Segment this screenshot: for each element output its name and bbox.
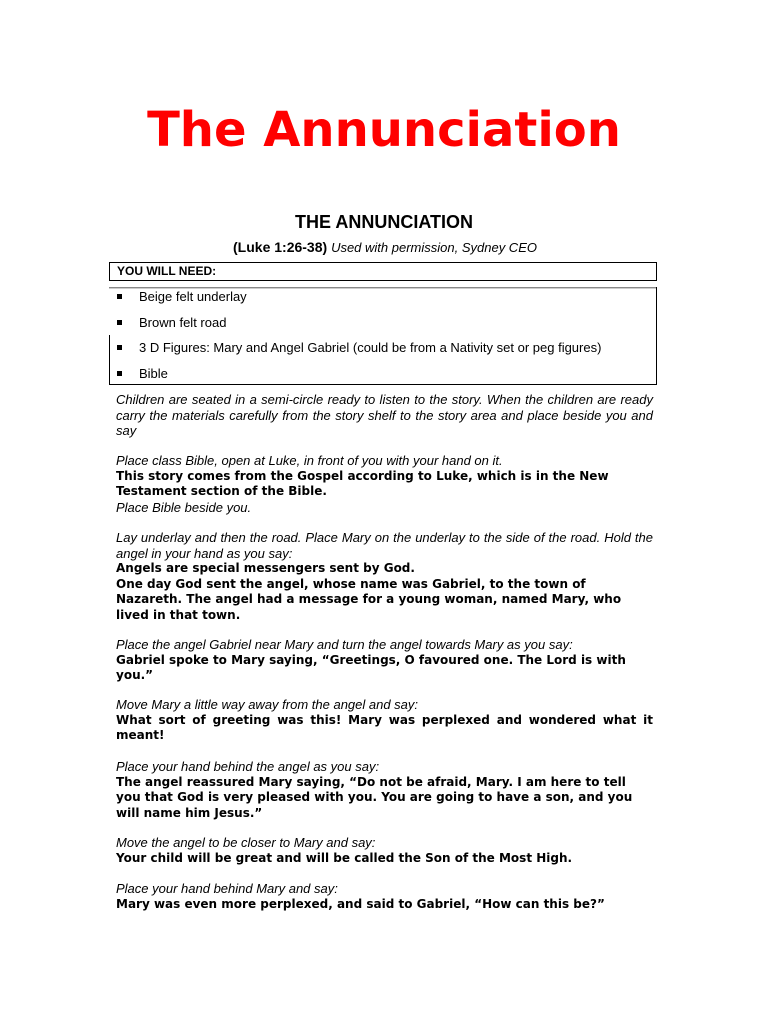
scripture-reference-line: [0, 238, 768, 257]
narration-text: Mary was even more perplexed, and said to Gabriel, “How can this be?”: [116, 896, 605, 911]
story-step-2: [116, 530, 653, 623]
narration-text: The angel reassured Mary saying, “Do not be afraid, Mary. I am here to tell you that God is very pleased with you. You are going to have a son, and you will name him Jesus.”: [116, 774, 633, 820]
instruction-text: Place class Bible, open at Luke, in front of you with your hand on it.: [116, 453, 503, 468]
square-bullet-icon: [117, 371, 122, 376]
story-step-3: [116, 637, 653, 684]
narration-text: Your child will be great and will be called the Son of the Most High.: [116, 850, 573, 865]
you-will-need-header: YOU WILL NEED:: [109, 262, 657, 281]
story-step-4: [116, 697, 653, 744]
instruction-text: Place the angel Gabriel near Mary and turn the angel towards Mary as you say:: [116, 637, 573, 652]
story-step-5: [116, 759, 653, 821]
story-step-6: [116, 835, 653, 866]
instruction-text: Move the angel to be closer to Mary and say:: [116, 835, 376, 850]
narration-text: This story comes from the Gospel according to Luke, which is in the New Testament section of the Bible.: [116, 468, 609, 498]
list-item: Beige felt underlay: [109, 287, 649, 307]
square-bullet-icon: [117, 345, 122, 350]
document-title: The Annunciation: [147, 102, 621, 158]
instruction-text: Place your hand behind Mary and say:: [116, 881, 338, 896]
story-step-7: [116, 881, 653, 912]
narration-text: Angels are special messengers sent by God.: [116, 561, 415, 575]
instruction-text: Place your hand behind the angel as you say:: [116, 759, 380, 774]
list-item: Brown felt road: [109, 313, 649, 333]
intro-paragraph: Children are seated in a semi-circle ready to listen to the story. When the children are ready carry the materials carefully from the story shelf to the story area and place beside you and say: [116, 392, 653, 438]
narration-text: What sort of greeting was this! Mary was perplexed and wondered what it meant!: [116, 712, 653, 742]
story-heading: THE ANNUNCIATION: [295, 212, 473, 232]
square-bullet-icon: [117, 294, 122, 299]
list-item: Bible: [109, 364, 649, 384]
narration-text: One day God sent the angel, whose name was Gabriel, to the town of Nazareth. The angel had a message for a young woman, named Mary, who lived in that town.: [116, 576, 622, 622]
square-bullet-icon: [117, 320, 122, 325]
scripture-reference: (Luke 1:26-38): [233, 239, 328, 255]
instruction-text: Lay underlay and then the road. Place Mary on the underlay to the side of the road. Hold the angel in your hand as you say:: [116, 530, 653, 561]
materials-list: [109, 287, 657, 385]
instruction-text: Place Bible beside you.: [116, 499, 252, 515]
list-item: 3 D Figures: Mary and Angel Gabriel (could be from a Nativity set or peg figures): [109, 338, 649, 358]
permission-note: Used with permission, Sydney CEO: [331, 240, 537, 255]
instruction-text: Move Mary a little way away from the angel and say:: [116, 697, 419, 712]
story-step-1: [116, 453, 653, 515]
narration-text: Gabriel spoke to Mary saying, “Greetings, O favoured one. The Lord is with you.”: [116, 652, 626, 682]
